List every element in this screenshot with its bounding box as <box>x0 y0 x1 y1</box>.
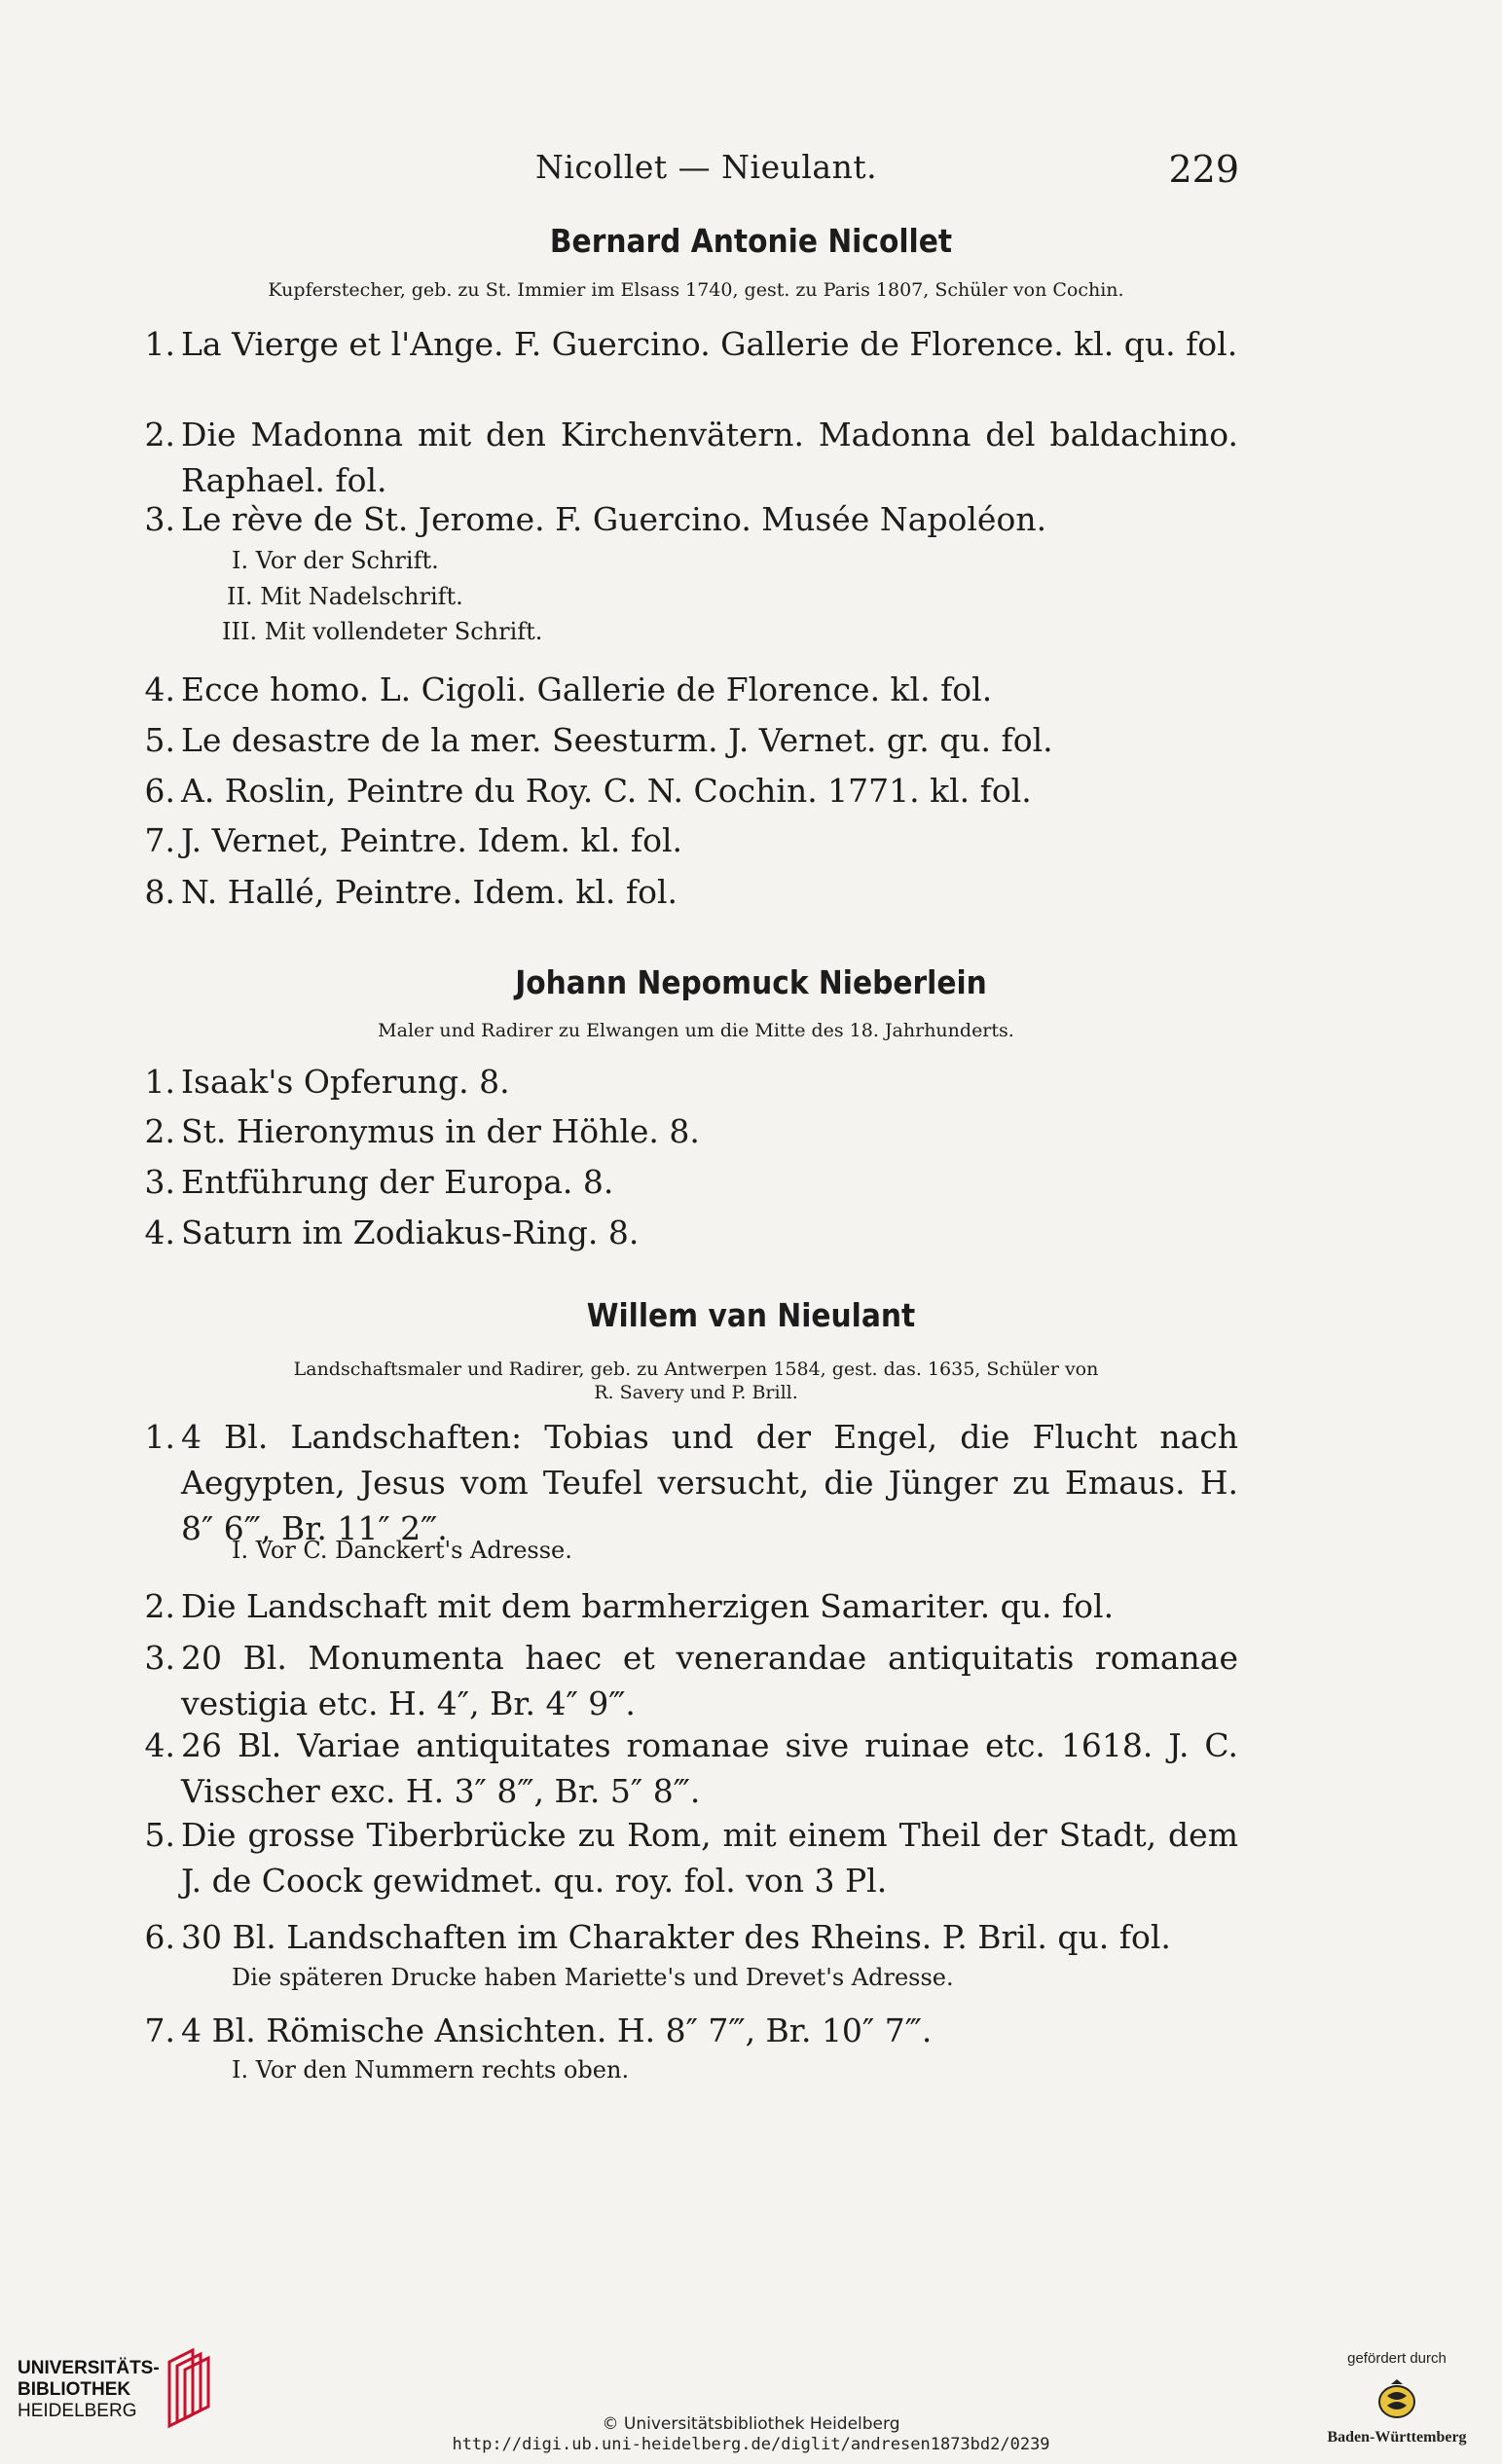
catalog-entry <box>128 1108 1238 1154</box>
entry-number: 1. <box>144 325 175 363</box>
entry-number: 3. <box>144 1163 175 1201</box>
entry-number: 3. <box>144 1639 175 1677</box>
catalog-entry <box>128 1583 1238 1629</box>
entry-text: St. Hieronymus in der Höhle. 8. <box>181 1112 700 1150</box>
running-head-title: Nicollet — Nieulant. <box>535 148 878 186</box>
entry-text: Die Landschaft mit dem barmherzigen Samariter. qu. fol. <box>181 1587 1115 1625</box>
entry-text: Isaak's Opferung. 8. <box>181 1063 510 1101</box>
library-logo-line: BIBLIOTHEK <box>18 2379 131 2400</box>
entry-text: J. Vernet, Peintre. Idem. kl. fol. <box>181 821 682 859</box>
entry-number: 6. <box>144 772 175 810</box>
entry-number: 8. <box>144 873 175 911</box>
running-head <box>0 148 1502 197</box>
entry-text: Die grosse Tiberbrücke zu Rom, mit einem Theil der Stadt, dem J. de Coock gewidmet. qu. roy. fol. von 3 Pl. <box>181 1816 1238 1900</box>
entry-text: 26 Bl. Variae antiquitates romanae sive ruinae etc. 1618. J. C. Visscher exc. H. 3″ 8‴, Br. 5″ 8‴. <box>181 1726 1238 1810</box>
entry-text: Saturn im Zodiakus-Ring. 8. <box>181 1214 640 1251</box>
catalog-entry <box>128 1059 1238 1105</box>
catalog-entry <box>128 1159 1238 1205</box>
entry-text: Le rève de St. Jerome. F. Guercino. Musée Napoléon. <box>181 500 1047 538</box>
catalog-entry <box>128 1210 1238 1255</box>
entry-text: 20 Bl. Monumenta haec et venerandae antiquitatis romanae vestigia etc. H. 4″, Br. 4″ 9‴. <box>181 1639 1238 1722</box>
entry-text: 30 Bl. Landschaften im Charakter des Rheins. P. Bril. qu. fol. <box>181 1918 1171 1956</box>
entry-text: 4 Bl. Landschaften: Tobias und der Engel, die Flucht nach Aegypten, Jesus vom Teufel versucht, die Jünger zu Emaus. H. 8″ 6‴, Br. 11″ 2‴. <box>181 1418 1238 1547</box>
catalog-entry <box>128 1812 1238 1903</box>
entry-text: La Vierge et l'Ange. F. Guercino. Gallerie de Florence. kl. qu. fol. <box>181 325 1238 363</box>
library-logo-line: UNIVERSITÄTS- <box>18 2358 160 2378</box>
section-subtitle: Kupferstecher, geb. zu St. Immier im Elsass 1740, gest. zu Paris 1807, Schüler von Cochin. <box>268 279 1124 301</box>
copyright-notice: © Universitätsbibliothek Heidelberg <box>602 2414 900 2434</box>
catalog-entry <box>128 1722 1238 1814</box>
section-title: Johann Nepomuck Nieberlein <box>515 963 987 1001</box>
entry-number: 4. <box>144 1726 175 1764</box>
catalog-entry <box>128 667 1238 712</box>
entry-number: 1. <box>144 1063 175 1101</box>
entry-text: Le desastre de la mer. Seesturm. J. Vernet. gr. qu. fol. <box>181 721 1053 759</box>
catalog-entry <box>128 496 1238 542</box>
source-url[interactable]: http://digi.ub.uni-heidelberg.de/diglit/andresen1873bd2/0239 <box>452 2435 1050 2454</box>
sponsor-block <box>1304 2350 1489 2446</box>
entry-text: Entführung der Europa. 8. <box>181 1163 614 1201</box>
entry-number: 2. <box>144 1587 175 1625</box>
state-line: I. Vor der Schrift. <box>232 547 439 574</box>
catalog-entry <box>128 817 1238 863</box>
entry-number: 7. <box>144 821 175 859</box>
entry-number: 3. <box>144 500 175 538</box>
state-line: II. Mit Nadelschrift. <box>227 583 463 610</box>
catalog-entry <box>128 1914 1238 1960</box>
section-title: Bernard Antonie Nicollet <box>549 222 953 260</box>
sponsor-name: Baden-Württemberg <box>1327 2429 1467 2446</box>
catalog-entry <box>128 321 1238 367</box>
entry-text: N. Hallé, Peintre. Idem. kl. fol. <box>181 873 678 911</box>
page-number: 229 <box>1168 148 1239 191</box>
entry-text: 4 Bl. Römische Ansichten. H. 8″ 7‴, Br. 10″ 7‴. <box>181 2011 933 2049</box>
entry-number: 5. <box>144 721 175 759</box>
sponsor-label: gefördert durch <box>1347 2350 1447 2367</box>
state-coat-of-arms-icon <box>1374 2376 1420 2423</box>
entry-text: A. Roslin, Peintre du Roy. C. N. Cochin. 1771. kl. fol. <box>181 772 1032 810</box>
entry-number: 1. <box>144 1418 175 1456</box>
catalog-entry <box>128 1635 1238 1726</box>
catalog-entry <box>128 2008 1238 2053</box>
entry-number: 2. <box>144 1112 175 1150</box>
library-logo-line: HEIDELBERG <box>18 2401 137 2421</box>
entry-number: 4. <box>144 670 175 708</box>
entry-number: 5. <box>144 1816 175 1854</box>
entry-number: 2. <box>144 416 175 453</box>
entry-number: 4. <box>144 1214 175 1251</box>
section-subtitle-line: Landschaftsmaler und Radirer, geb. zu Antwerpen 1584, gest. das. 1635, Schüler von <box>293 1359 1099 1380</box>
catalog-entry <box>128 717 1238 763</box>
catalog-entry <box>128 412 1238 503</box>
entry-number: 6. <box>144 1918 175 1956</box>
state-line: I. Vor den Nummern rechts oben. <box>232 2056 630 2084</box>
entry-note: Die späteren Drucke haben Mariette's und Drevet's Adresse. <box>232 1964 954 1991</box>
entry-text: Die Madonna mit den Kirchenvätern. Madonna del baldachino. Raphael. fol. <box>181 416 1238 499</box>
catalog-entry <box>128 768 1238 814</box>
catalog-entry <box>128 869 1238 915</box>
section-subtitle: Maler und Radirer zu Elwangen um die Mitte des 18. Jahrhunderts. <box>378 1020 1014 1041</box>
section-title: Willem van Nieulant <box>586 1296 916 1334</box>
section-subtitle-line: R. Savery und P. Brill. <box>594 1382 798 1403</box>
state-line: I. Vor C. Danckert's Adresse. <box>232 1537 572 1564</box>
entry-number: 7. <box>144 2011 175 2049</box>
entry-text: Ecce homo. L. Cigoli. Gallerie de Florence. kl. fol. <box>181 670 993 708</box>
catalog-entry <box>128 1414 1238 1551</box>
state-line: III. Mit vollendeter Schrift. <box>222 618 543 645</box>
